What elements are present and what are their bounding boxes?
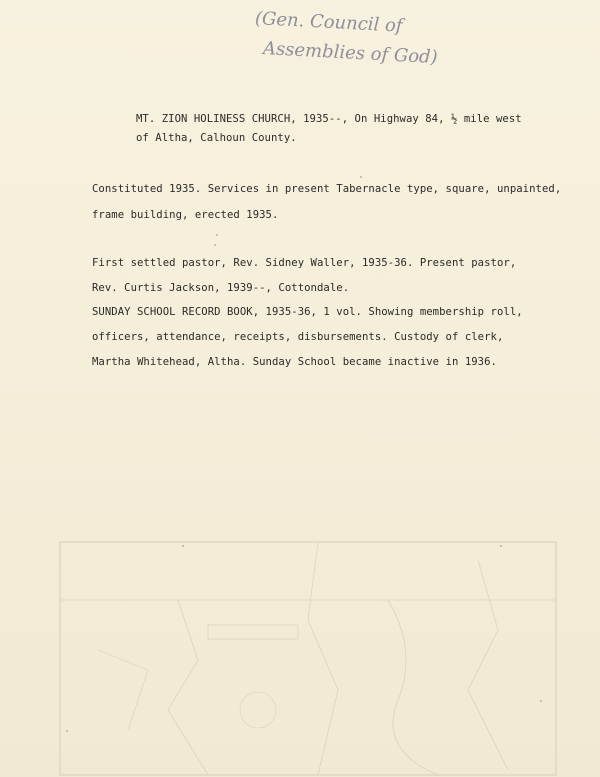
record-book-line-3: Martha Whitehead, Altha. Sunday School became inactive in 1936. [92, 356, 497, 368]
reverse-side-bleed-through [58, 540, 558, 777]
paper-speck [360, 176, 362, 178]
record-book-line-2: officers, attendance, receipts, disbursements. Custody of clerk, [92, 331, 504, 343]
paper-speck [214, 244, 216, 246]
paper-speck [182, 545, 184, 547]
pastor-line-1: First settled pastor, Rev. Sidney Waller, 1935-36. Present pastor, [92, 257, 517, 269]
record-book-line-1: SUNDAY SCHOOL RECORD BOOK, 1935-36, 1 vol. Showing membership roll, [92, 306, 523, 318]
paper-speck [216, 234, 218, 236]
church-heading-line-2: of Altha, Calhoun County. [136, 132, 297, 144]
constituted-line-1: Constituted 1935. Services in present Tabernacle type, square, unpainted, [92, 183, 562, 195]
church-heading-line-1: MT. ZION HOLINESS CHURCH, 1935--, On Highway 84, ½ mile west [136, 113, 522, 125]
handwritten-annotation [255, 8, 485, 78]
handwritten-line-1: (Gen. Council of [254, 8, 404, 37]
paper-speck [540, 700, 542, 702]
pastor-line-2: Rev. Curtis Jackson, 1939--, Cottondale. [92, 282, 350, 294]
paper-speck [500, 545, 502, 547]
constituted-line-2: frame building, erected 1935. [92, 209, 279, 221]
paper-speck [66, 730, 68, 732]
handwritten-line-2: Assemblies of God) [262, 38, 439, 69]
